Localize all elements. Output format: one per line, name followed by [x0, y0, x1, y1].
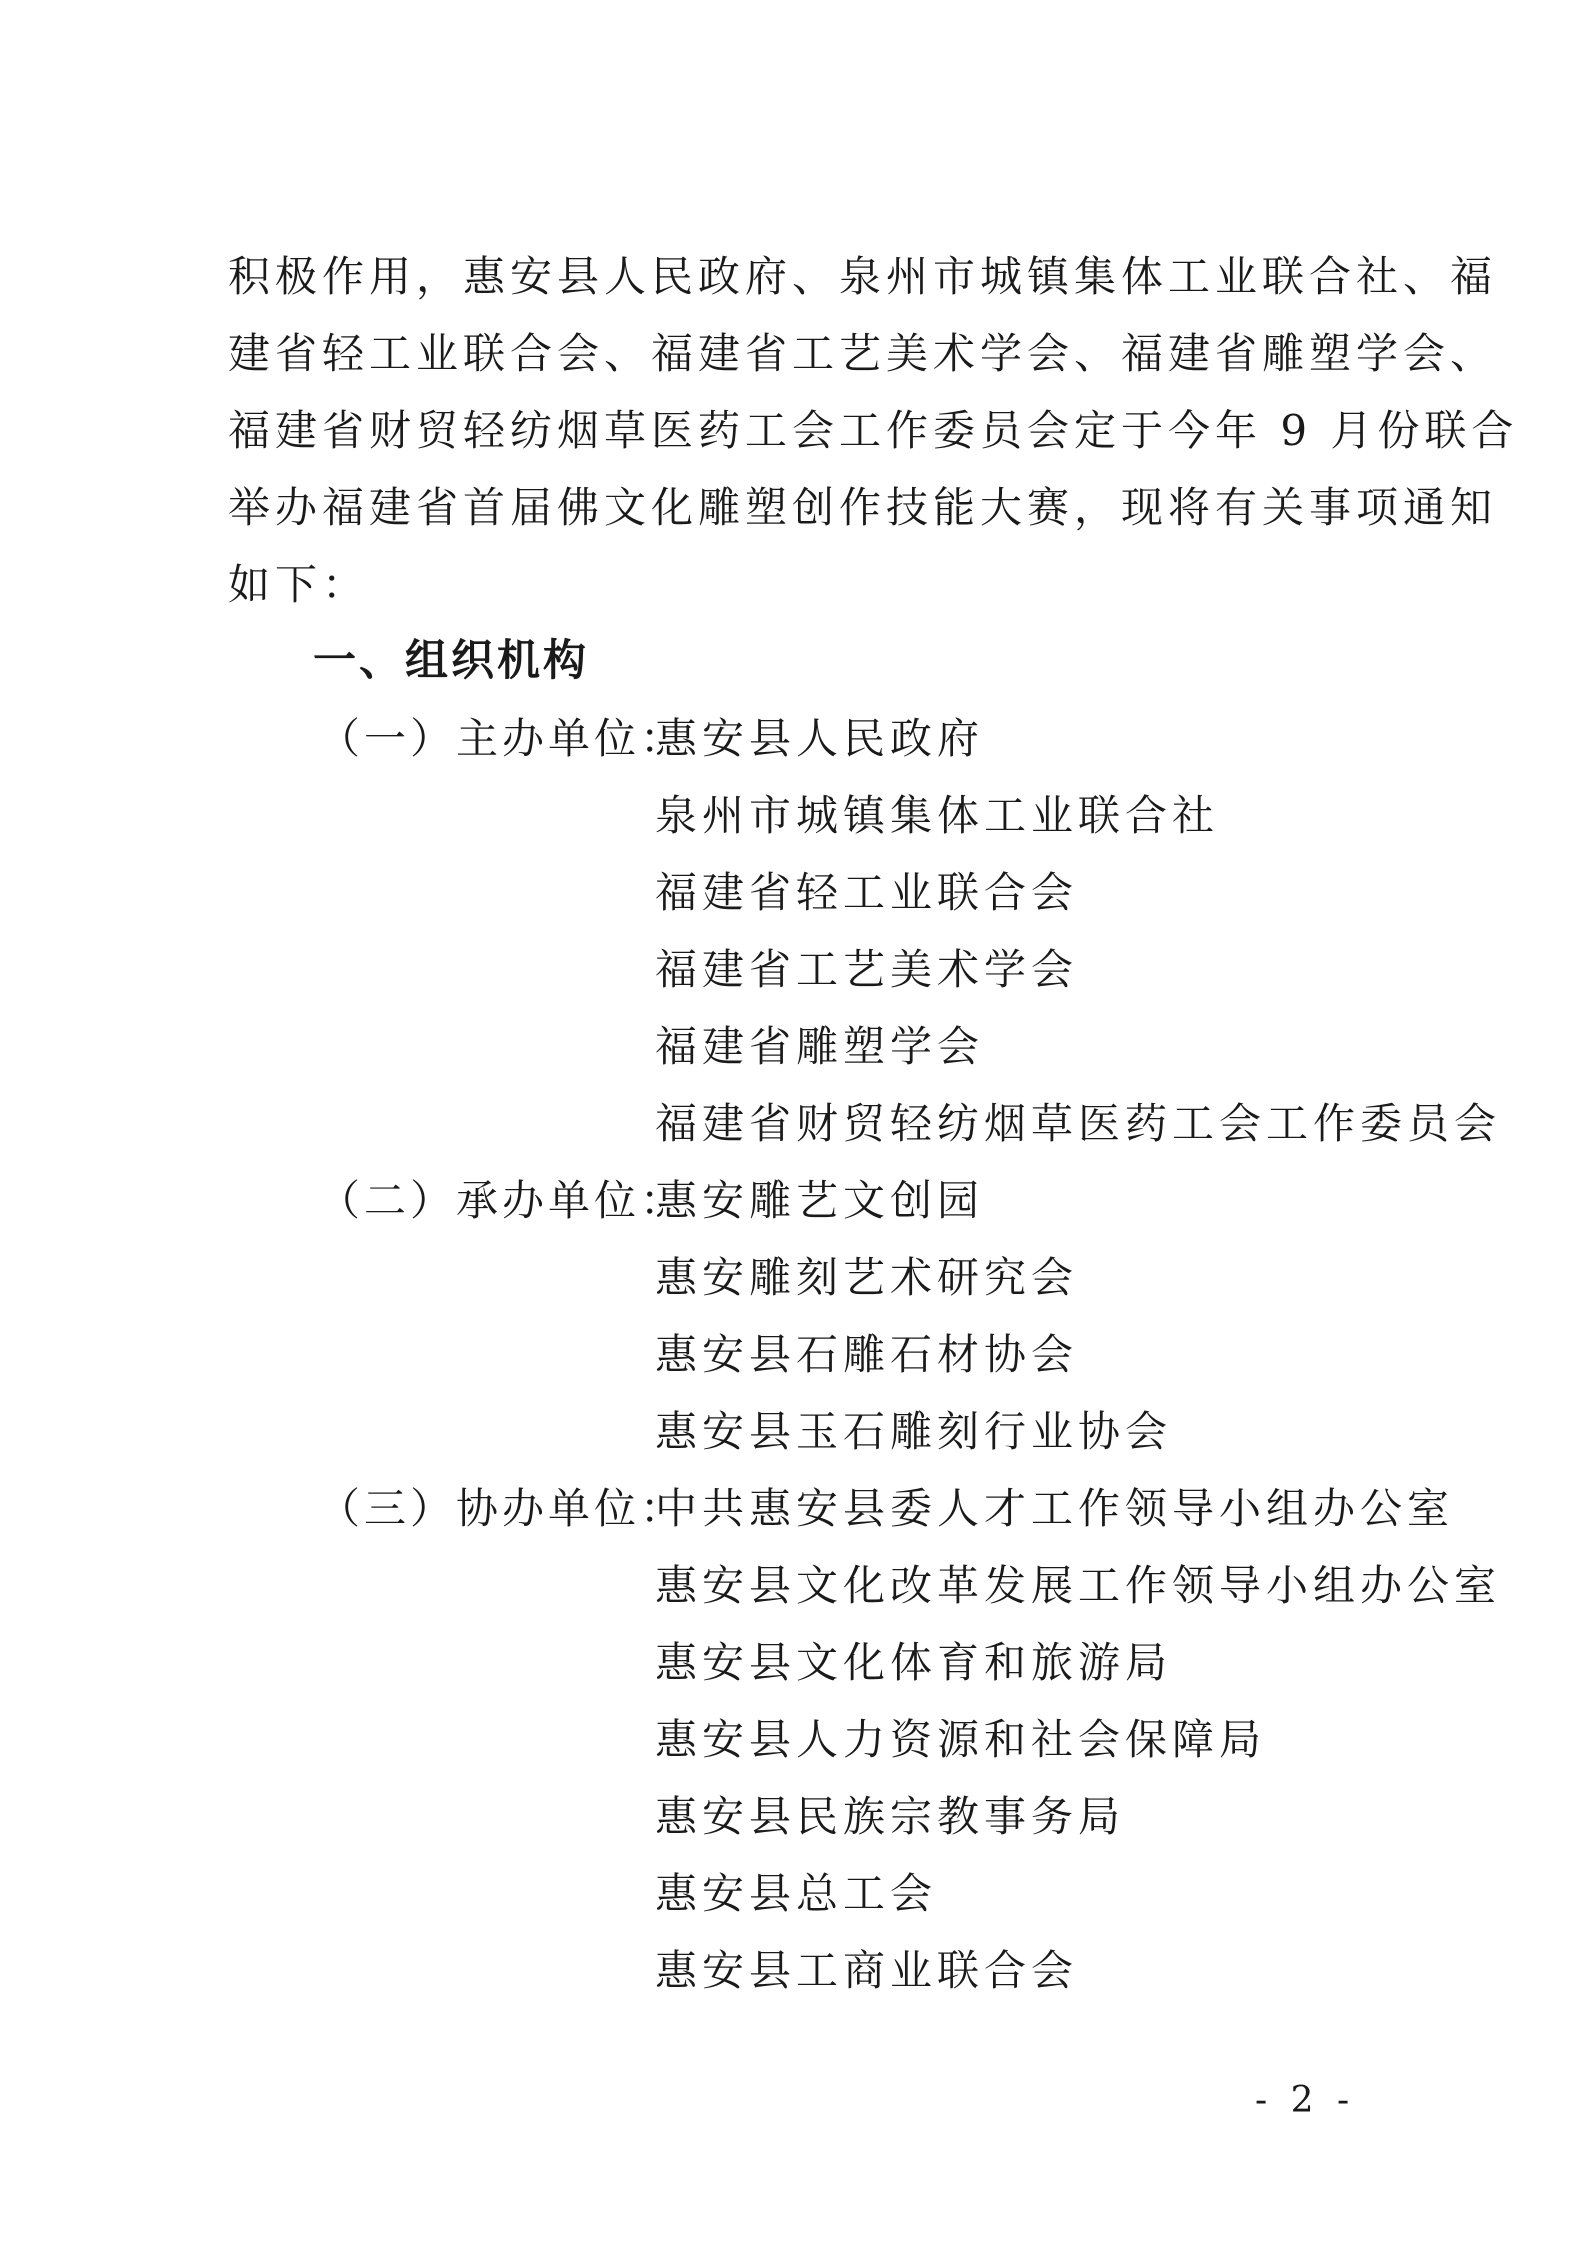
group-label-co-organizer: （三）协办单位： [318, 1484, 687, 1533]
co-organizer-unit: 惠安县人力资源和社会保障局 [655, 1715, 1267, 1764]
organizer-unit: 惠安县玉石雕刻行业协会 [655, 1407, 1173, 1456]
co-organizer-unit: 惠安县文化改革发展工作领导小组办公室 [655, 1561, 1502, 1610]
co-organizer-unit: 中共惠安县委人才工作领导小组办公室 [655, 1484, 1455, 1533]
group-label-organizer: （二）承办单位： [318, 1176, 687, 1225]
intro-line: 积极作用，惠安县人民政府、泉州市城镇集体工业联合社、福 [228, 252, 1498, 301]
host-unit-list [655, 700, 1501, 1162]
host-unit: 惠安县人民政府 [655, 714, 985, 763]
co-organizer-unit: 惠安县民族宗教事务局 [655, 1792, 1126, 1841]
organizer-unit: 惠安雕刻艺术研究会 [655, 1253, 1079, 1302]
intro-line: 福建省财贸轻纺烟草医药工会工作委员会定于今年 9 月份联合 [228, 406, 1519, 455]
co-organizer-unit-list [655, 1470, 1501, 2009]
host-unit: 福建省工艺美术学会 [655, 945, 1079, 994]
section-heading: 一、组织机构 [313, 636, 589, 686]
organizer-unit: 惠安雕艺文创园 [655, 1176, 985, 1225]
co-organizer-unit: 惠安县文化体育和旅游局 [655, 1638, 1173, 1687]
intro-paragraph [228, 238, 1519, 623]
co-organizer-unit: 惠安县工商业联合会 [655, 1946, 1079, 1995]
organizer-unit: 惠安县石雕石材协会 [655, 1330, 1079, 1379]
intro-line: 如下： [228, 560, 370, 609]
co-organizer-unit: 惠安县总工会 [655, 1869, 938, 1918]
page-number: - 2 - [1255, 2080, 1356, 2121]
intro-line: 举办福建省首届佛文化雕塑创作技能大赛，现将有关事项通知 [228, 483, 1498, 532]
group-label-host: （一）主办单位： [318, 714, 687, 763]
organizer-unit-list [655, 1162, 1172, 1470]
host-unit: 福建省财贸轻纺烟草医药工会工作委员会 [655, 1099, 1502, 1148]
host-unit: 福建省轻工业联合会 [655, 868, 1079, 917]
intro-line: 建省轻工业联合会、福建省工艺美术学会、福建省雕塑学会、 [228, 329, 1498, 378]
host-unit: 泉州市城镇集体工业联合社 [655, 791, 1220, 840]
host-unit: 福建省雕塑学会 [655, 1022, 985, 1071]
